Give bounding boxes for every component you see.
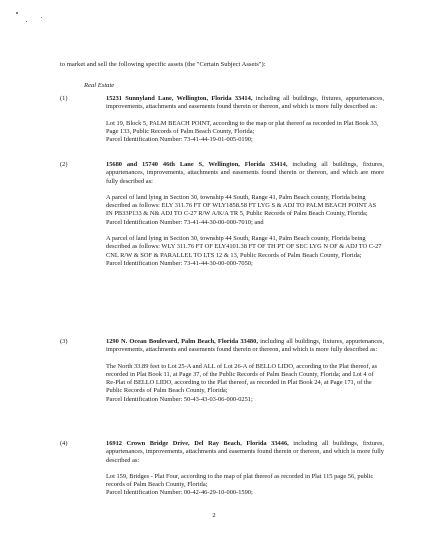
asset-item-4 bbox=[60, 440, 384, 498]
asset-address: 1290 N. Ocean Boulevard, Palm Beach, Florida 33480, bbox=[106, 338, 258, 345]
asset-description: including all buildings, fixtures, appurtenances, improvements, attachments and easements found therein or thereon, and which is more fully described as: bbox=[106, 95, 384, 111]
asset-address: 15231 Sunnyland Lane, Wellington, Florida 33414, bbox=[106, 95, 253, 102]
scan-speck bbox=[16, 12, 18, 14]
item-number: (4) bbox=[60, 440, 68, 447]
legal-description bbox=[106, 120, 384, 145]
parcel-id: Parcel Identification Number: 73-41-44-30-00-000-7010; and bbox=[106, 218, 264, 226]
legal-text: A parcel of land lying in Section 30, township 44 South, Range 41, Palm Beach county, Florida being described as follows: ELY 311.76 FT OF WLY1858.58 FT LYG S & ADJ TO PALM BEACH POINT AS IN PB33P133 & N& ADJ TO C-27 R/W A/K/A TR 5, Public Records of Palm Beach County, Florida; bbox=[106, 193, 377, 218]
asset-heading bbox=[106, 440, 384, 465]
parcel-id: Parcel Identification Number: 73-41-44-30-00-000-7050; bbox=[106, 259, 253, 267]
item-number: (1) bbox=[60, 95, 68, 102]
item-number: (3) bbox=[60, 338, 68, 345]
asset-heading bbox=[106, 95, 384, 112]
legal-text: A parcel of land lying in Section 30, township 44 South, Range 41, Palm Beach county, Florida being described as follows: WLY 311.76 FT OF ELY4101.38 FT OF TH PT OF SEC LYG N OF & ADJ TO C-27 CNL R/W & SOF & PARALLEL TO LTS 12 & 13, Public Records of Palm Beach County, Florida; bbox=[106, 235, 382, 259]
asset-address: 16912 Crown Bridge Drive, Del Ray Beach, Florida 33446, bbox=[106, 440, 289, 447]
parcel-id: Parcel Identification Number: 00-42-46-29-10-000-1590; bbox=[106, 489, 253, 497]
asset-description: including all buildings, fixtures, appurtenances, improvements, attachments and easements found therein or thereon, and which is more fully described as: bbox=[106, 440, 384, 464]
asset-item-3 bbox=[60, 338, 384, 404]
section-heading: Real Estate bbox=[84, 82, 115, 89]
parcel-id: Parcel Identification Number: 50-43-43-03-06-000-0251; bbox=[106, 395, 253, 403]
asset-address: 15680 and 15740 46th Lane S, Wellington, Florida 33414, bbox=[106, 161, 288, 168]
item-number: (2) bbox=[60, 161, 68, 168]
asset-description: including all buildings, fixtures, appurtenances, improvements, attachments and easements found therein or thereon, and which is more fully described as: bbox=[106, 338, 384, 354]
asset-description: including all buildings, fixtures, appurtenances, improvements, attachments and easements found therein or thereon, and which are more fully described as: bbox=[106, 161, 384, 185]
intro-sentence: to market and sell the following specific assets (the "Certain Subject Assets"): bbox=[60, 61, 266, 68]
parcel-id: Parcel Identification Number: 73-41-44-19-01-005-0190; bbox=[106, 136, 253, 144]
legal-text: Lot 19, Block 5, PALM BEACH POINT, according to the map or plat thereof as recorded in Plat Book 33, Page 133, Public Records of Palm Beach County, Florida; bbox=[106, 119, 379, 135]
scan-speck bbox=[41, 17, 42, 18]
legal-description bbox=[106, 363, 384, 404]
asset-heading bbox=[106, 161, 384, 186]
asset-heading bbox=[106, 338, 384, 355]
scan-speck bbox=[26, 21, 27, 22]
legal-text: The North 33.89 feet to Lot 25-A and ALL of Lot 26-A of BELLO LIDO, according to the Plat thereof, as recorded in Plat Book 11, at Page 37, of the Public Records of Palm Beach County, Florida; and Lot 4 of Re-Plat of BELLO LIDO, according to the Plat thereof, as recorded in Plat Book 24, at Page 171, of the Public Records of Palm Beach County, Florida; bbox=[106, 362, 378, 395]
legal-text: Lot 159, Bridges - Plat Four, according to the map of plat thereof as recorded in Plat 115 page 56, public records of Palm Beach County, Florida; bbox=[106, 472, 374, 489]
page-number: 2 bbox=[212, 512, 216, 519]
legal-description bbox=[106, 473, 384, 498]
asset-item-1 bbox=[60, 95, 384, 144]
asset-item-2 bbox=[60, 161, 384, 268]
legal-description bbox=[106, 194, 384, 227]
legal-description bbox=[106, 235, 384, 268]
